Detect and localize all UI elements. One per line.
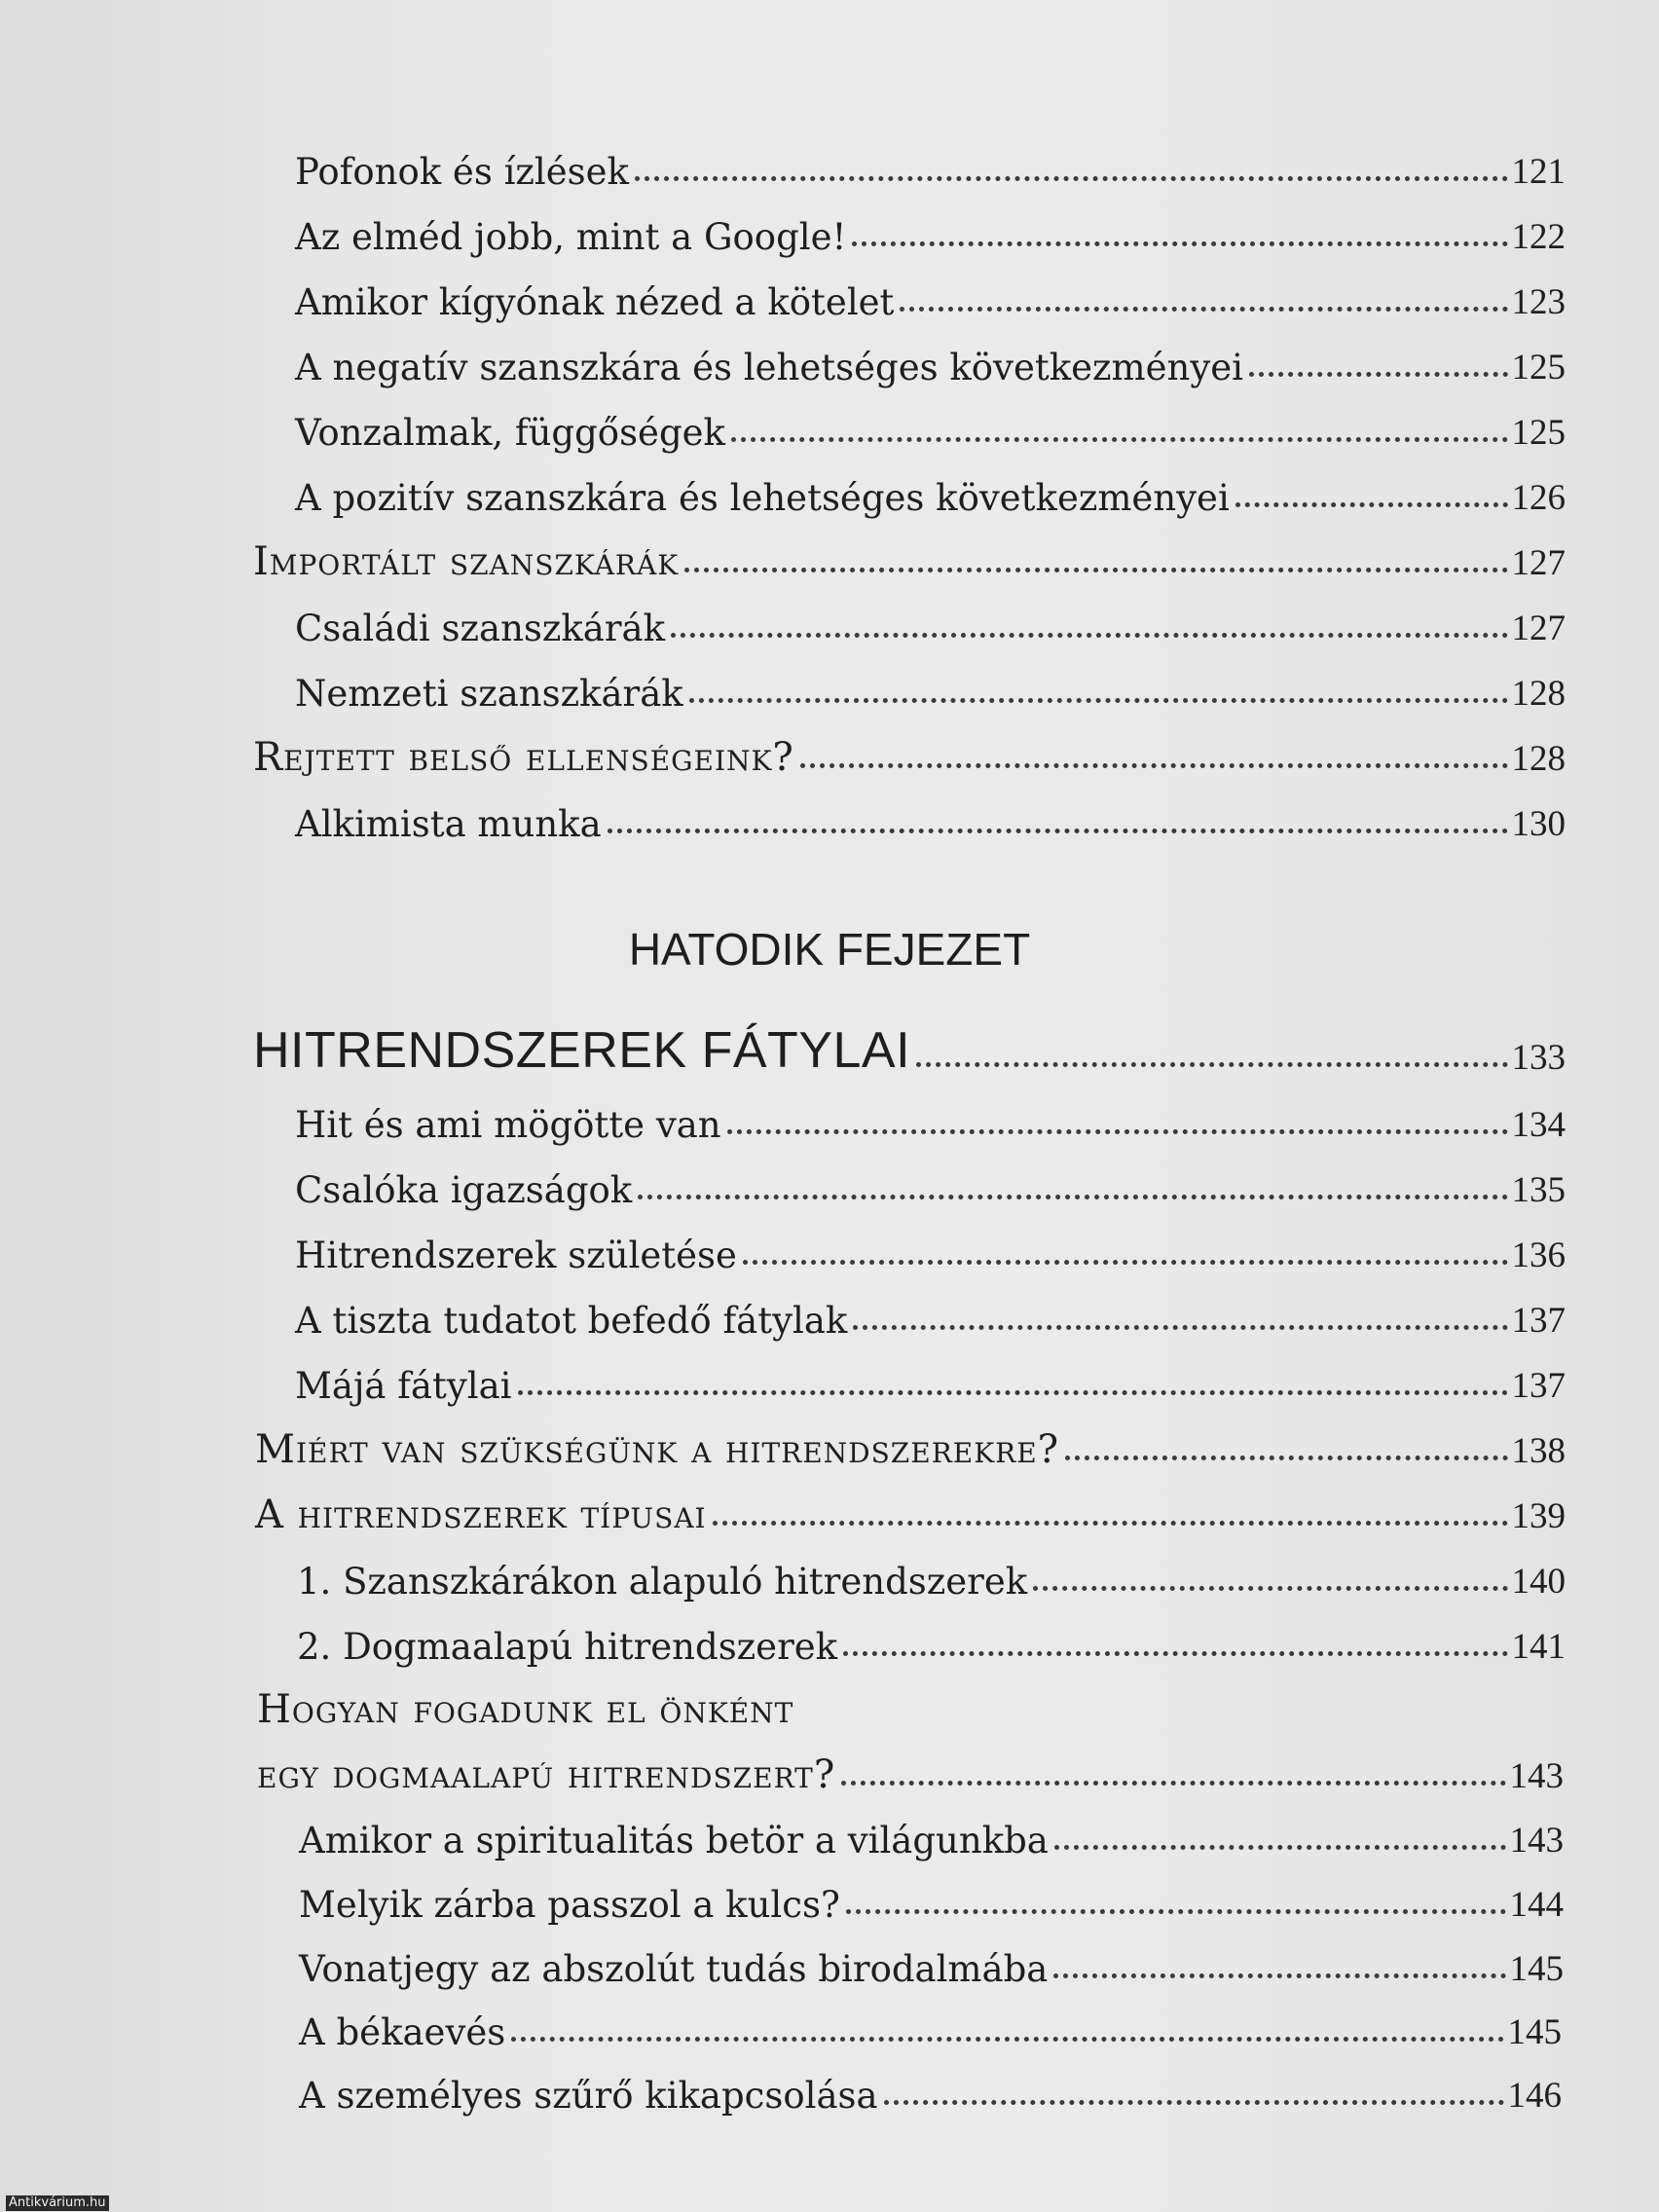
toc-entry-page: 137 (1511, 1366, 1566, 1406)
toc-entry-page: 121 (1511, 152, 1566, 192)
dot-leader (727, 1129, 1508, 1134)
dot-leader (1065, 1456, 1507, 1460)
toc-entry-title: 1. Szanszkárákon alapuló hitrendszerek (297, 1561, 1028, 1603)
toc-entry (0, 327, 1659, 386)
toc-entry (0, 1541, 1659, 1603)
toc-entry-page: 144 (1509, 1885, 1564, 1925)
toc-entry (0, 1085, 1659, 1146)
dot-leader (1033, 1586, 1507, 1591)
toc-entry-page: 140 (1511, 1562, 1566, 1602)
toc-entry-page: 145 (1509, 1949, 1564, 1989)
toc-entry (0, 1280, 1659, 1342)
toc-section-line-one (0, 1671, 1659, 1732)
toc-entry-title: Hitrendszerek születése (295, 1235, 737, 1276)
toc-entry-title: A pozitív szanszkára és lehetséges következményei (295, 477, 1230, 519)
toc-entry-page: 138 (1511, 1431, 1566, 1471)
toc-entry (0, 1992, 1659, 2053)
dot-leader (852, 241, 1507, 246)
chapter-number-heading: HATODIK FEJEZET (628, 924, 1031, 975)
toc-entry (0, 588, 1659, 649)
toc-entry-page: 126 (1511, 478, 1566, 518)
dot-leader (1054, 1845, 1506, 1850)
toc-entry-page: 128 (1511, 674, 1566, 714)
toc-section-title: A hitrendszerek típusai (255, 1493, 707, 1537)
dot-leader (846, 1909, 1506, 1914)
dot-leader (635, 176, 1508, 181)
toc-entry-title: Családi szanszkárák (295, 608, 666, 649)
dot-leader (1235, 502, 1508, 507)
toc-entry-title: 2. Dogmaalapú hitrendszerek (297, 1626, 838, 1668)
toc-entry-page: 139 (1511, 1496, 1566, 1536)
toc-entry (0, 1864, 1659, 1926)
dot-leader (884, 2100, 1504, 2105)
toc-section-title: Importált szanszkárák (253, 539, 680, 584)
toc-entry-page: 134 (1511, 1105, 1566, 1145)
dot-leader (800, 763, 1508, 768)
toc-entry (0, 1606, 1659, 1668)
toc-entry-page: 143 (1509, 1821, 1564, 1861)
toc-chapter (0, 1017, 1659, 1079)
toc-entry-page: 135 (1511, 1170, 1566, 1210)
dot-leader (518, 1390, 1508, 1395)
toc-entry (0, 1800, 1659, 1862)
toc-entry-title: Nemzeti szanszkárák (295, 673, 683, 715)
dot-leader (731, 437, 1508, 442)
toc-entry-page: 141 (1511, 1627, 1566, 1667)
toc-entry (0, 1215, 1659, 1276)
toc-entry-title: Májá fátylai (295, 1365, 512, 1407)
dot-leader (684, 568, 1507, 572)
toc-entry (0, 784, 1659, 845)
toc-entry-title: Melyik zárba passzol a kulcs? (299, 1884, 840, 1926)
toc-section-title: egy dogmaalapú hitrendszert? (257, 1752, 836, 1797)
toc-section (0, 1476, 1659, 1537)
toc-entry-page: 123 (1511, 282, 1566, 322)
toc-section-title: Hogyan fogadunk el önként (257, 1687, 794, 1732)
toc-entry-page: 133 (1511, 1038, 1566, 1078)
dot-leader (916, 1062, 1507, 1067)
toc-entry-page: 125 (1511, 348, 1566, 387)
toc-entry-page: 145 (1507, 2012, 1562, 2052)
toc-entry-page: 130 (1511, 804, 1566, 844)
toc-entry-title: Amikor a spiritualitás betör a világunkba (299, 1820, 1049, 1862)
toc-entry-page: 125 (1511, 413, 1566, 453)
toc-entry (0, 1346, 1659, 1407)
toc-section (0, 719, 1659, 780)
toc-entry-title: A személyes szűrő kikapcsolása (299, 2075, 878, 2117)
toc-entry-title: Amikor kígyónak nézed a kötelet (295, 281, 895, 323)
toc-entry (0, 131, 1659, 193)
toc-entry-title: A negatív szanszkára és lehetséges következményei (295, 347, 1243, 388)
toc-entry (0, 2055, 1659, 2117)
toc-section (0, 1411, 1659, 1472)
toc-section-title: Rejtett belső ellenségeink? (253, 735, 794, 780)
dot-leader (853, 1325, 1507, 1330)
dot-leader (608, 829, 1508, 833)
toc-entry (0, 1929, 1659, 1990)
dot-leader (841, 1781, 1505, 1786)
toc-entry-page: 137 (1511, 1301, 1566, 1341)
dot-leader (1053, 1973, 1505, 1978)
dot-leader (713, 1521, 1508, 1526)
dot-leader (689, 698, 1508, 703)
toc-section-title: Miért van szükségünk a hitrendszerekre? (255, 1427, 1060, 1472)
toc-entry-title: Hit és ami mögötte van (295, 1104, 721, 1146)
toc-entry (0, 1150, 1659, 1211)
toc-entry-title: A békaevés (299, 2011, 506, 2053)
toc-entry-title: Az elméd jobb, mint a Google! (295, 216, 847, 258)
dot-leader (1249, 372, 1508, 377)
toc-entry-page: 146 (1507, 2076, 1562, 2116)
toc-entry-title: Csalóka igazságok (295, 1169, 633, 1211)
toc-entry-title: Pofonok és ízlések (295, 151, 629, 193)
toc-section (0, 523, 1659, 584)
dot-leader (843, 1651, 1507, 1656)
toc-section (0, 1736, 1659, 1797)
dot-leader (900, 307, 1507, 312)
watermark-label: Antikvárium.hu (6, 2195, 109, 2211)
toc-entry-title: Vonzalmak, függőségek (295, 412, 725, 454)
toc-entry-page: 143 (1509, 1756, 1564, 1796)
dot-leader (638, 1195, 1507, 1199)
toc-entry-title: A tiszta tudatot befedő fátylak (295, 1300, 848, 1342)
dot-leader (511, 2037, 1503, 2042)
toc-entry (0, 197, 1659, 258)
dot-leader (743, 1260, 1508, 1265)
toc-entry-page: 127 (1511, 608, 1566, 648)
toc-entry-title: Vonatjegy az abszolút tudás birodalmába (299, 1948, 1049, 1990)
toc-entry (0, 262, 1659, 323)
toc-entry-page: 128 (1511, 739, 1566, 779)
toc-entry-page: 127 (1511, 543, 1566, 583)
dot-leader (671, 633, 1507, 638)
toc-entry-title: Alkimista munka (295, 803, 602, 845)
toc-entry-page: 122 (1511, 217, 1566, 257)
toc-entry-page: 136 (1511, 1235, 1566, 1275)
chapter-title: HITRENDSZEREK FÁTYLAI (253, 1022, 911, 1079)
toc-entry (0, 653, 1659, 715)
toc-entry (0, 392, 1659, 454)
toc-entry (0, 458, 1659, 519)
